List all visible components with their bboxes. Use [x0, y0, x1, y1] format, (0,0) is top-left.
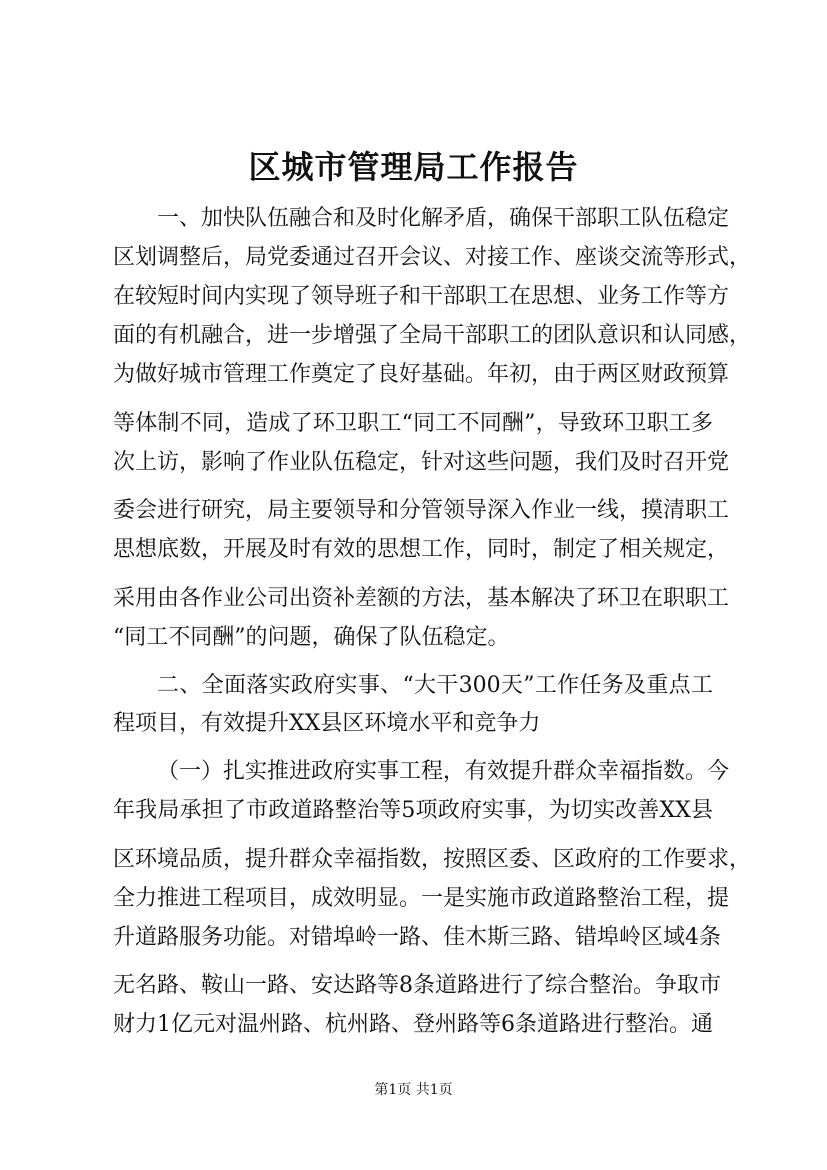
text-line: 面的有机融合，进一步增强了全局干部职工的团队意识和认同感， [113, 323, 752, 348]
page-footer: 第1页 共1页 [374, 1082, 453, 1098]
text-line: 思想底数，开展及时有效的思想工作，同时，制定了相关规定， [113, 537, 730, 562]
text-line: 无名路、鞍山一路、安达路等8条道路进行了综合整治。争取市 [113, 973, 721, 998]
text-line: 全力推进工程项目，成效明显。一是实施市政道路整治工程，提 [113, 886, 730, 911]
text-line: 财力1亿元对温州路、杭州路、登州路等6条道路进行整治。通 [113, 1012, 713, 1037]
text-line: 次上访，影响了作业队伍稳定，针对这些问题，我们及时召开党 [113, 450, 730, 475]
text-line: 年我局承担了市政道路整治等5项政府实事，为切实改善XX县 [113, 798, 713, 823]
page-title: 区城市管理局工作报告 [248, 148, 579, 186]
text-line: 一、加快队伍融合和及时化解矛盾，确保干部职工队伍稳定 [157, 206, 730, 231]
text-line: 采用由各作业公司出资补差额的方法，基本解决了环卫在职职工 [113, 586, 730, 611]
text-line: 等体制不同，造成了环卫职工“同工不同酬”，导致环卫职工多 [113, 411, 713, 436]
text-line: 在较短时间内实现了领导班子和干部职工在思想、业务工作等方 [113, 284, 730, 309]
text-line: 为做好城市管理工作奠定了良好基础。年初，由于两区财政预算 [113, 362, 730, 387]
text-line: “同工不同酬”的问题，确保了队伍稳定。 [113, 625, 510, 650]
text-line: 二、全面落实政府实事、“大干300天”工作任务及重点工 [157, 673, 713, 698]
text-line: （一）扎实推进政府实事工程，有效提升群众幸福指数。今 [157, 759, 730, 784]
text-line: 程项目，有效提升XX县区环境水平和竞争力 [113, 711, 541, 736]
text-line: 升道路服务功能。对错埠岭一路、佳木斯三路、错埠岭区域4条 [113, 925, 721, 950]
text-line: 区划调整后，局党委通过召开会议、对接工作、座谈交流等形式， [113, 245, 752, 270]
text-line: 区环境品质，提升群众幸福指数，按照区委、区政府的工作要求， [113, 847, 752, 872]
text-line: 委会进行研究，局主要领导和分管领导深入作业一线，摸清职工 [113, 498, 730, 523]
